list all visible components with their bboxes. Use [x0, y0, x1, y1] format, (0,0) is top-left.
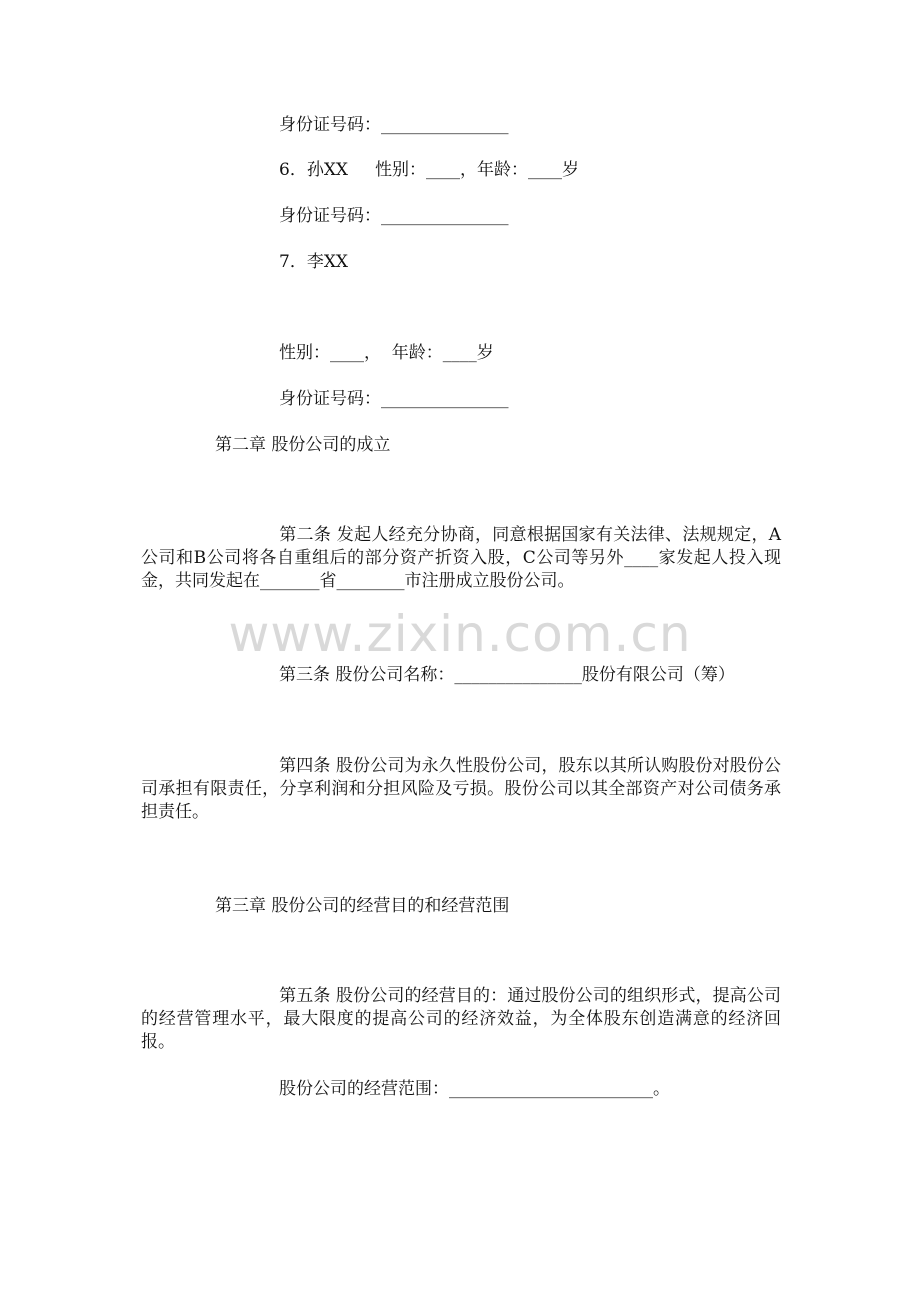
business-scope-line: 股份公司的经营范围：________________________。 — [279, 1079, 670, 1099]
article-4-text: 第四条 股份公司为永久性股份公司，股东以其所认购股份对股份公司承担有限责任，分享利润和分担风险及亏损。股份公司以其全部资产对公司债务承担责任。 — [141, 756, 781, 822]
id-number-line: 身份证号码：_______________ — [279, 206, 509, 226]
chapter-3-heading: 第三章 股份公司的经营目的和经营范围 — [215, 896, 510, 916]
article-5-text: 第五条 股份公司的经营目的：通过股份公司的组织形式，提高公司的经营管理水平，最大限度的提高公司的经济效益，为全体股东创造满意的经济回报。 — [141, 986, 781, 1052]
id-number-line: 身份证号码：_______________ — [279, 115, 509, 135]
article-2-text: 第二条 发起人经充分协商，同意根据国家有关法律、法规规定，A公司和B公司将各自重组后的部分资产折资入股，C公司等另外____家发起人投入现金，共同发起在_______省________市注册成立股份公司。 — [141, 525, 781, 591]
shareholder-6-line: 6．孙XX 性别：____，年龄：____岁 — [279, 160, 580, 180]
article-3-line: 第三条 股份公司名称：_______________股份有限公司（筹） — [279, 665, 735, 685]
shareholder-7-line: 7．李XX — [279, 252, 349, 272]
id-number-line: 身份证号码：_______________ — [279, 389, 509, 409]
gender-age-line: 性别：____， 年龄：____岁 — [279, 343, 494, 363]
article-4-paragraph — [141, 755, 781, 824]
chapter-2-heading: 第二章 股份公司的成立 — [215, 435, 391, 455]
article-2-paragraph — [141, 524, 781, 593]
watermark: www.zixin.com.cn — [228, 605, 692, 663]
article-5-paragraph — [141, 985, 781, 1054]
